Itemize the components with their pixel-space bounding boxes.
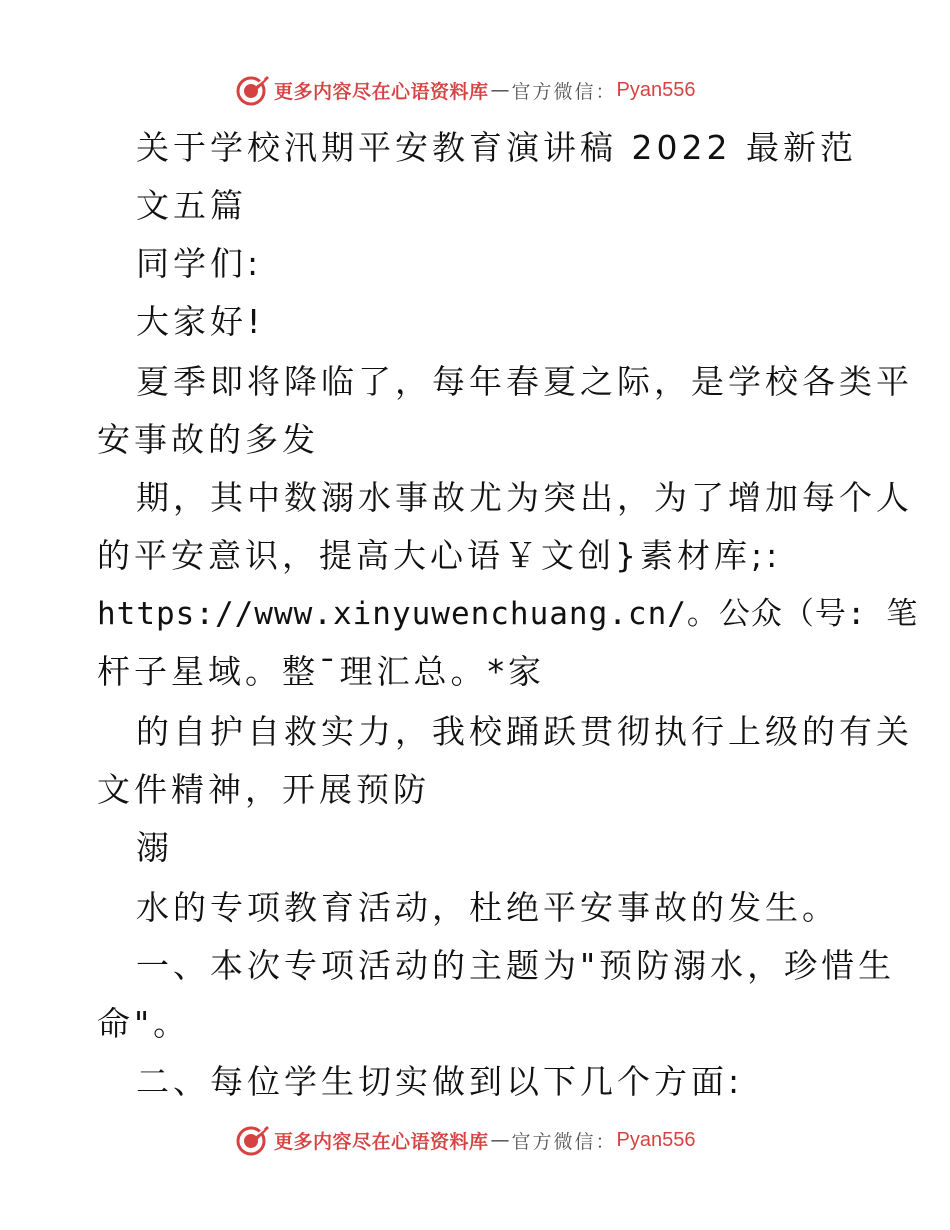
paragraph-line: 杆子星域。整¯理汇总。*家 xyxy=(97,652,545,691)
greeting-line: 大家好! xyxy=(136,302,265,341)
footer-banner-separator: — xyxy=(490,1129,510,1151)
footer-wechat-id: Pyan556 xyxy=(616,1128,696,1151)
paragraph-line: 的自护自救实力，我校踊跃贯彻执行上级的有关 xyxy=(136,712,913,751)
section-one-line-cont: 命"。 xyxy=(97,1004,191,1043)
footer-banner xyxy=(236,1122,716,1158)
header-wechat-label: 官方微信： xyxy=(511,80,617,103)
quill-seal-logo-icon xyxy=(236,1123,270,1157)
url-line: https://www.xinyuwenchuang.cn/。公众（号: 笔 xyxy=(97,596,919,632)
document-title-line-2: 文五篇 xyxy=(136,186,247,225)
header-banner xyxy=(236,72,716,108)
footer-wechat-label: 官方微信： xyxy=(511,1130,617,1153)
quill-seal-logo-icon xyxy=(236,73,270,107)
footer-banner-text: 更多内容尽在心语资料库 xyxy=(274,1130,489,1153)
paragraph-line: 夏季即将降临了，每年春夏之际，是学校各类平 xyxy=(136,362,913,401)
paragraph-line: 溺 xyxy=(136,828,173,867)
paragraph-line: 水的专项教育活动，杜绝平安事故的发生。 xyxy=(136,888,839,927)
header-banner-text: 更多内容尽在心语资料库 xyxy=(274,80,489,103)
paragraph-line: 的平安意识，提高大心语￥文创}素材库;: xyxy=(97,536,782,575)
paragraph-line: 安事故的多发 xyxy=(97,420,319,459)
salutation-line: 同学们: xyxy=(136,244,263,283)
paragraph-line: 文件精神，开展预防 xyxy=(97,770,430,809)
paragraph-line: 期，其中数溺水事故尤为突出，为了增加每个人 xyxy=(136,478,913,517)
section-two-line: 二、每位学生切实做到以下几个方面: xyxy=(136,1062,744,1101)
section-one-line: 一、本次专项活动的主题为"预防溺水，珍惜生 xyxy=(136,946,896,985)
header-banner-separator: — xyxy=(490,79,510,101)
header-wechat-id: Pyan556 xyxy=(616,78,696,101)
document-title-line-1: 关于学校汛期平安教育演讲稿 2022 最新范 xyxy=(136,128,857,167)
